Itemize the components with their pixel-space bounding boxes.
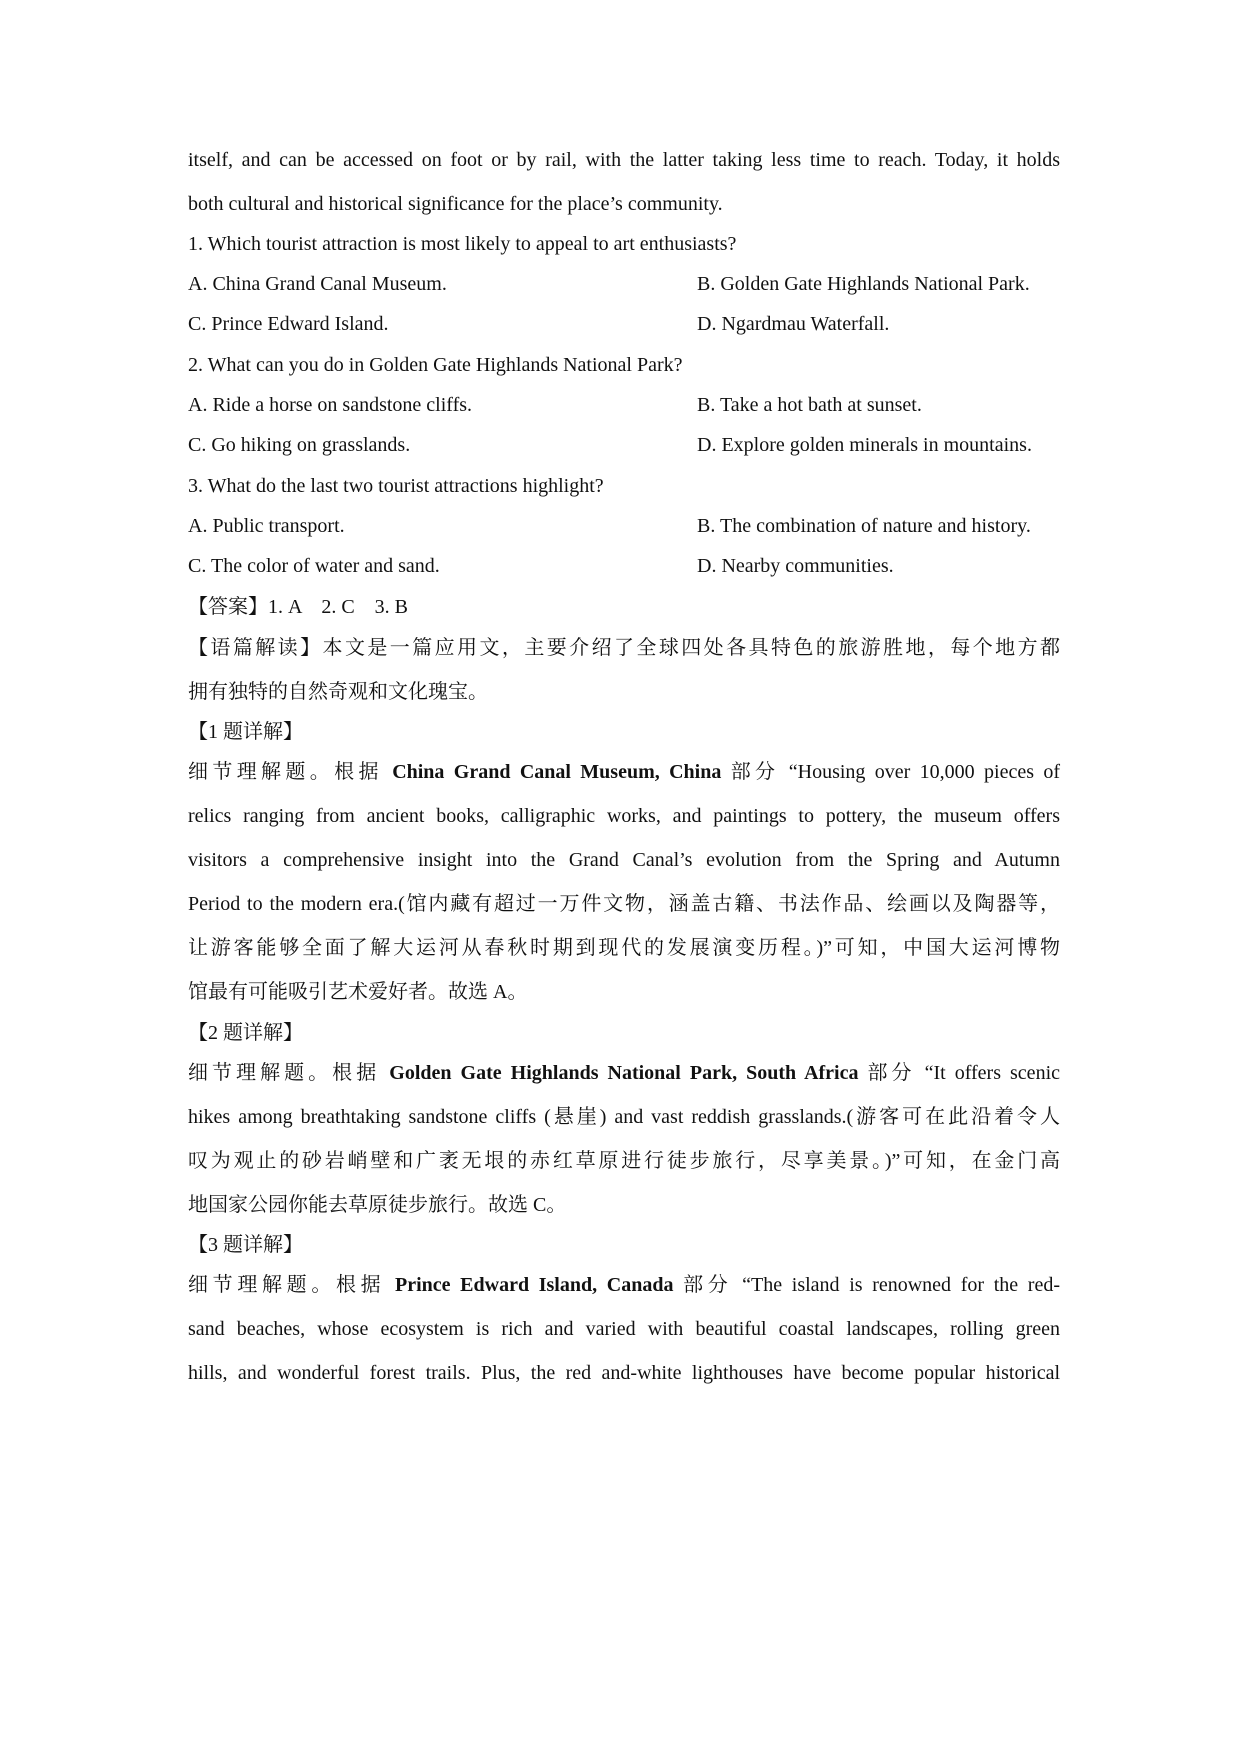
question-1-option-a: A. China Grand Canal Museum. bbox=[188, 273, 447, 295]
detail-1-section-name: China Grand Canal Museum, China bbox=[392, 761, 722, 783]
question-3-option-d: D. Nearby communities. bbox=[697, 555, 894, 577]
question-2-option-b: B. Take a hot bath at sunset. bbox=[697, 394, 922, 416]
question-1-option-b: B. Golden Gate Highlands National Park. bbox=[697, 273, 1030, 295]
detail-3-line: 细节理解题。根据 Prince Edward Island, Canada 部分 “The island is renowned for the red- bbox=[188, 1274, 1060, 1296]
detail-1-line: relics ranging from ancient books, calligraphic works, and paintings to pottery, the museum offers bbox=[188, 805, 1060, 827]
question-2-option-a: A. Ride a horse on sandstone cliffs. bbox=[188, 394, 473, 416]
question-2-option-d: D. Explore golden minerals in mountains. bbox=[697, 434, 1032, 456]
detail-1-heading: 【1 题详解】 bbox=[188, 721, 303, 743]
passage-line: both cultural and historical significance for the place’s community. bbox=[188, 193, 723, 215]
detail-3-section-name: Prince Edward Island, Canada bbox=[394, 1274, 674, 1296]
reading-summary-line: 【语篇解读】本文是一篇应用文，主要介绍了全球四处各具特色的旅游胜地，每个地方都 bbox=[188, 637, 1060, 659]
passage-line: itself, and can be accessed on foot or by rail, with the latter taking less time to reach. Today, it holds bbox=[188, 149, 1060, 171]
question-1-stem: 1. Which tourist attraction is most likely to appeal to art enthusiasts? bbox=[188, 233, 737, 255]
detail-2-line: 叹为观止的砂岩峭壁和广袤无垠的赤红草原进行徒步旅行，尽享美景。)”可知，在金门高 bbox=[188, 1150, 1060, 1172]
detail-3-line: hills, and wonderful forest trails. Plus, the red and-white lighthouses have become popular historical bbox=[188, 1362, 1060, 1384]
detail-2-heading: 【2 题详解】 bbox=[188, 1022, 303, 1044]
question-3-option-c: C. The color of water and sand. bbox=[188, 555, 440, 577]
question-1-option-d: D. Ngardmau Waterfall. bbox=[697, 313, 890, 335]
detail-1-line: 细节理解题。根据 China Grand Canal Museum, China 部分 “Housing over 10,000 pieces of bbox=[188, 761, 1060, 783]
reading-summary-line: 拥有独特的自然奇观和文化瑰宝。 bbox=[188, 681, 488, 703]
detail-3-heading: 【3 题详解】 bbox=[188, 1234, 303, 1256]
detail-1-line: visitors a comprehensive insight into the Grand Canal’s evolution from the Spring and Autumn bbox=[188, 849, 1060, 871]
question-3-option-a: A. Public transport. bbox=[188, 515, 345, 537]
detail-1-line: 让游客能够全面了解大运河从春秋时期到现代的发展演变历程。)”可知，中国大运河博物 bbox=[188, 937, 1060, 959]
detail-2-line: 细节理解题。根据 Golden Gate Highlands National Park, South Africa 部分 “It offers scenic bbox=[188, 1062, 1060, 1084]
detail-1-line: 馆最有可能吸引艺术爱好者。故选 A。 bbox=[188, 981, 528, 1003]
detail-2-section-name: Golden Gate Highlands National Park, South Africa bbox=[389, 1062, 859, 1084]
question-2-stem: 2. What can you do in Golden Gate Highlands National Park? bbox=[188, 354, 683, 376]
question-3-option-b: B. The combination of nature and history. bbox=[697, 515, 1031, 537]
detail-1-line: Period to the modern era.(馆内藏有超过一万件文物，涵盖古籍、书法作品、绘画以及陶器等， bbox=[188, 893, 1060, 915]
question-3-stem: 3. What do the last two tourist attractions highlight? bbox=[188, 475, 604, 497]
question-1-option-c: C. Prince Edward Island. bbox=[188, 313, 389, 335]
question-2-option-c: C. Go hiking on grasslands. bbox=[188, 434, 411, 456]
detail-2-line: hikes among breathtaking sandstone cliffs (悬崖) and vast reddish grasslands.(游客可在此沿着令人 bbox=[188, 1106, 1060, 1128]
answer-key: 【答案】1. A 2. C 3. B bbox=[188, 596, 409, 618]
detail-3-line: sand beaches, whose ecosystem is rich and varied with beautiful coastal landscapes, rolling green bbox=[188, 1318, 1060, 1340]
detail-2-line: 地国家公园你能去草原徒步旅行。故选 C。 bbox=[188, 1194, 567, 1216]
